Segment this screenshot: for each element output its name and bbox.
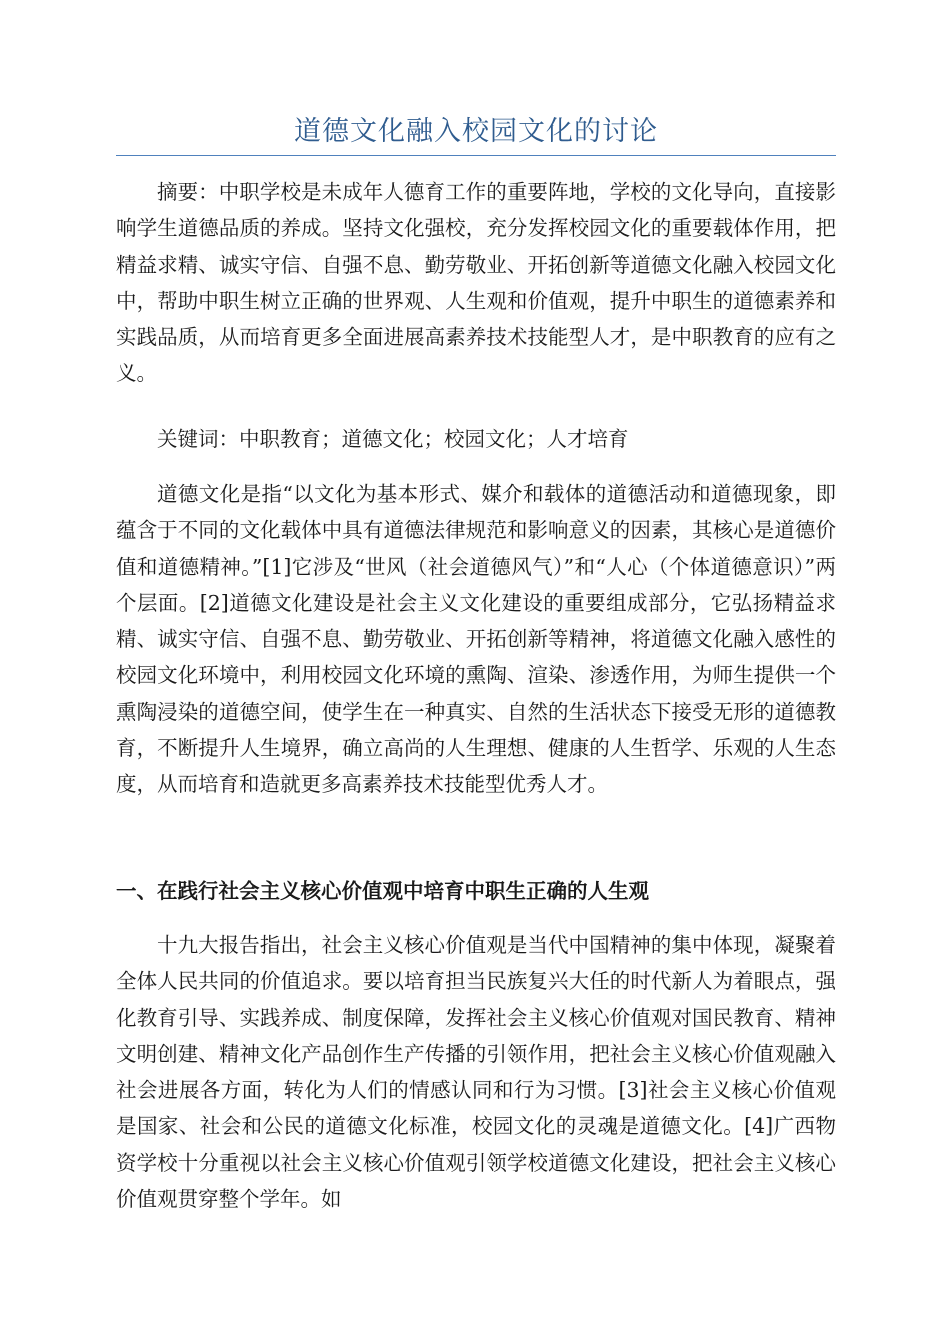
document-title: 道德文化融入校园文化的讨论 (294, 116, 658, 147)
keywords-paragraph: 关键词：中职教育；道德文化；校园文化；人才培育 (157, 427, 629, 451)
title-underline (116, 155, 836, 156)
section-heading: 一、在践行社会主义核心价值观中培育中职生正确的人生观 (116, 879, 649, 903)
abstract-paragraph: 摘要：中职学校是未成年人德育工作的重要阵地，学校的文化导向，直接影响学生道德品质的养成。坚持文化强校，充分发挥校园文化的重要载体作用，把精益求精、诚实守信、自强不息、勤劳敬业、开拓创新等道德文化融入校园文化中，帮助中职生树立正确的世界观、人生观和价值观，提升中职生的道德素养和实践品质，从而培育更多全面进展高素养技术技能型人才，是中职教育的应有之义。 (116, 180, 836, 386)
section-paragraph: 十九大报告指出，社会主义核心价值观是当代中国精神的集中体现，凝聚着全体人民共同的价值追求。要以培育担当民族复兴大任的时代新人为着眼点，强化教育引导、实践养成、制度保障，发挥社会主义核心价值观对国民教育、精神文明创建、精神文化产品创作生产传播的引领作用，把社会主义核心价值观融入社会进展各方面，转化为人们的情感认同和行为习惯。[3]社会主义核心价值观是国家、社会和公民的道德文化标准，校园文化的灵魂是道德文化。[4]广西物资学校十分重视以社会主义核心价值观引领学校道德文化建设，把社会主义核心价值观贯穿整个学年。如 (116, 933, 836, 1212)
intro-paragraph: 道德文化是指“以文化为基本形式、媒介和载体的道德活动和道德现象，即蕴含于不同的文化载体中具有道德法律规范和影响意义的因素，其核心是道德价值和道德精神。”[1]它涉及“世风（社会道德风气）”和“人心（个体道德意识）”两个层面。[2]道德文化建设是社会主义文化建设的重要组成部分，它弘扬精益求精、诚实守信、自强不息、勤劳敬业、开拓创新等精神，将道德文化融入感性的校园文化环境中，利用校园文化环境的熏陶、渲染、渗透作用，为师生提供一个熏陶浸染的道德空间，使学生在一种真实、自然的生活状态下接受无形的道德教育，不断提升人生境界，确立高尚的人生理想、健康的人生哲学、乐观的人生态度，从而培育和造就更多高素养技术技能型优秀人才。 (116, 482, 836, 797)
